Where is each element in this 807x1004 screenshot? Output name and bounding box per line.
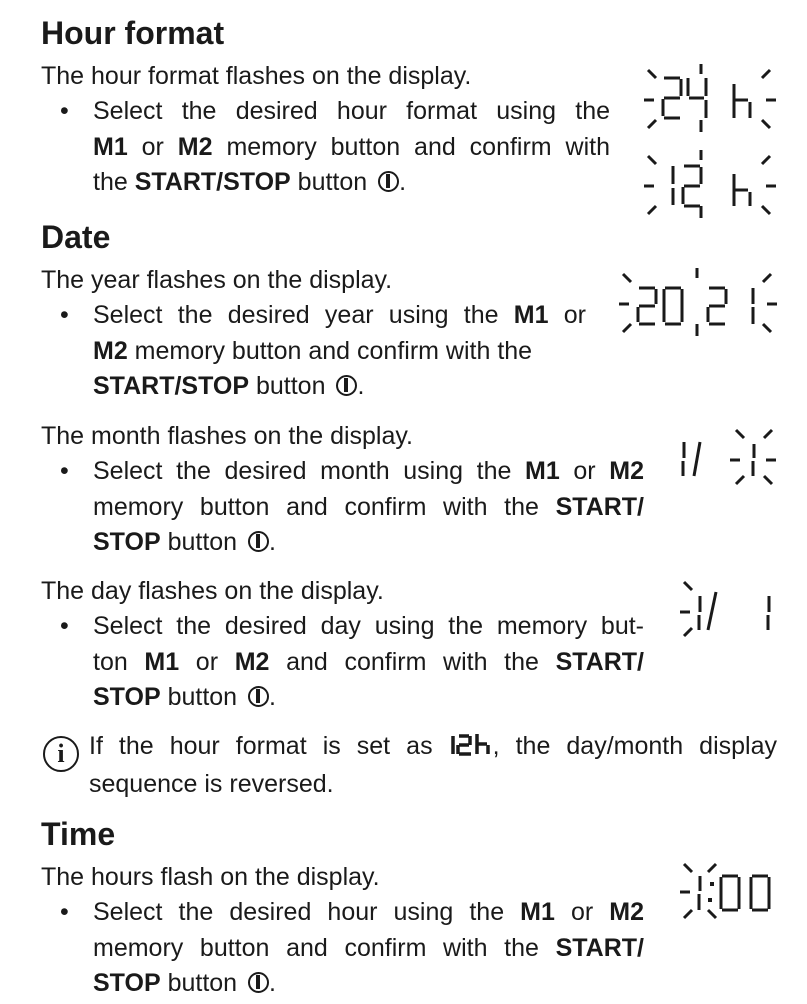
year-bullet-line1: Select the desired year using the M1 or [93, 301, 586, 329]
section-heading-hour-format: Hour format [41, 15, 225, 51]
year-intro: The year flashes on the display. [41, 266, 393, 294]
seg-digit-1 [753, 444, 754, 476]
month-bullet-line1: Select the desired month using the M1 or M2 [93, 457, 644, 485]
month-bullet-line2: memory button and confirm with the START/ [93, 492, 644, 521]
month-bullet [60, 454, 644, 561]
power-icon [336, 375, 357, 396]
time-bullet-line1: Select the desired hour using the M1 or M2 [93, 898, 644, 926]
seg-static-1-slash [683, 442, 700, 476]
power-icon [248, 686, 269, 707]
seg-digit-2 [663, 78, 681, 118]
time-bullet [60, 895, 644, 1002]
seg-colon [708, 882, 714, 902]
power-icon [248, 972, 269, 993]
seg-digit-0 [721, 876, 739, 910]
seg-digit-2b [708, 288, 726, 324]
seg-digit-2 [638, 288, 656, 324]
seg-digit-0b [751, 876, 769, 910]
power-icon [248, 531, 269, 552]
hour-format-intro: The hour format flashes on the display. [41, 62, 472, 90]
note-line1: If the hour format is set as , the day/month display [89, 729, 777, 767]
seg-digit-1 [699, 876, 700, 910]
seg-letter-h [734, 174, 750, 206]
info-icon: i [43, 736, 79, 772]
year-bullet-line2: M2 memory button and confirm with the [93, 336, 533, 365]
month-intro: The month flashes on the display. [41, 422, 413, 450]
day-bullet-line1: Select the desired day using the memory but- [93, 612, 644, 640]
display-time-flashing [672, 858, 784, 930]
year-bullet [60, 298, 586, 405]
display-24h-flashing [640, 62, 780, 134]
seg-letter-h [734, 84, 750, 118]
flash-rays [680, 582, 692, 636]
time-bullet-line3: STOP button . [93, 969, 276, 997]
year-bullet-line3: START/STOP button . [93, 372, 365, 400]
hour-format-bullet-line1: Select the desired hour format using the [93, 97, 610, 125]
day-bullet [60, 609, 644, 716]
time-intro: The hours flash on the display. [41, 863, 380, 891]
hour-format-bullet-line3: the START/STOP button . [93, 168, 407, 196]
bullet-dot: • [60, 457, 69, 485]
day-intro: The day flashes on the display. [41, 577, 384, 605]
section-heading-date: Date [41, 219, 111, 255]
note-line2: sequence is reversed. [89, 770, 334, 798]
bullet-dot: • [60, 612, 69, 640]
seg-digit-1-slash [699, 592, 716, 630]
lcd-12h-inline [449, 732, 493, 767]
power-icon [378, 171, 399, 192]
display-day-flashing [672, 574, 782, 646]
bullet-dot: • [60, 97, 69, 125]
hour-format-bullet-line2: M1 or M2 memory button and confirm with [93, 132, 610, 161]
seg-digit-0 [664, 288, 682, 324]
flash-rays [644, 150, 776, 218]
display-month-flashing [672, 420, 782, 492]
hour-format-bullet [60, 94, 610, 201]
bullet-dot: • [60, 898, 69, 926]
display-year-2021-flashing [615, 266, 780, 338]
seg-digit-2 [683, 166, 701, 206]
seg-static-1 [768, 596, 769, 630]
section-heading-time: Time [41, 816, 116, 852]
seg-digit-4 [688, 78, 706, 118]
time-bullet-line2: memory button and confirm with the START/ [93, 933, 644, 962]
display-12h-flashing [640, 150, 780, 222]
day-bullet-line2: ton M1 or M2 and confirm with the START/ [93, 647, 644, 676]
bullet-dot: • [60, 301, 69, 329]
month-bullet-line3: STOP button . [93, 528, 276, 556]
note-text [89, 729, 777, 802]
flash-rays [644, 64, 776, 132]
day-bullet-line3: STOP button . [93, 683, 276, 711]
